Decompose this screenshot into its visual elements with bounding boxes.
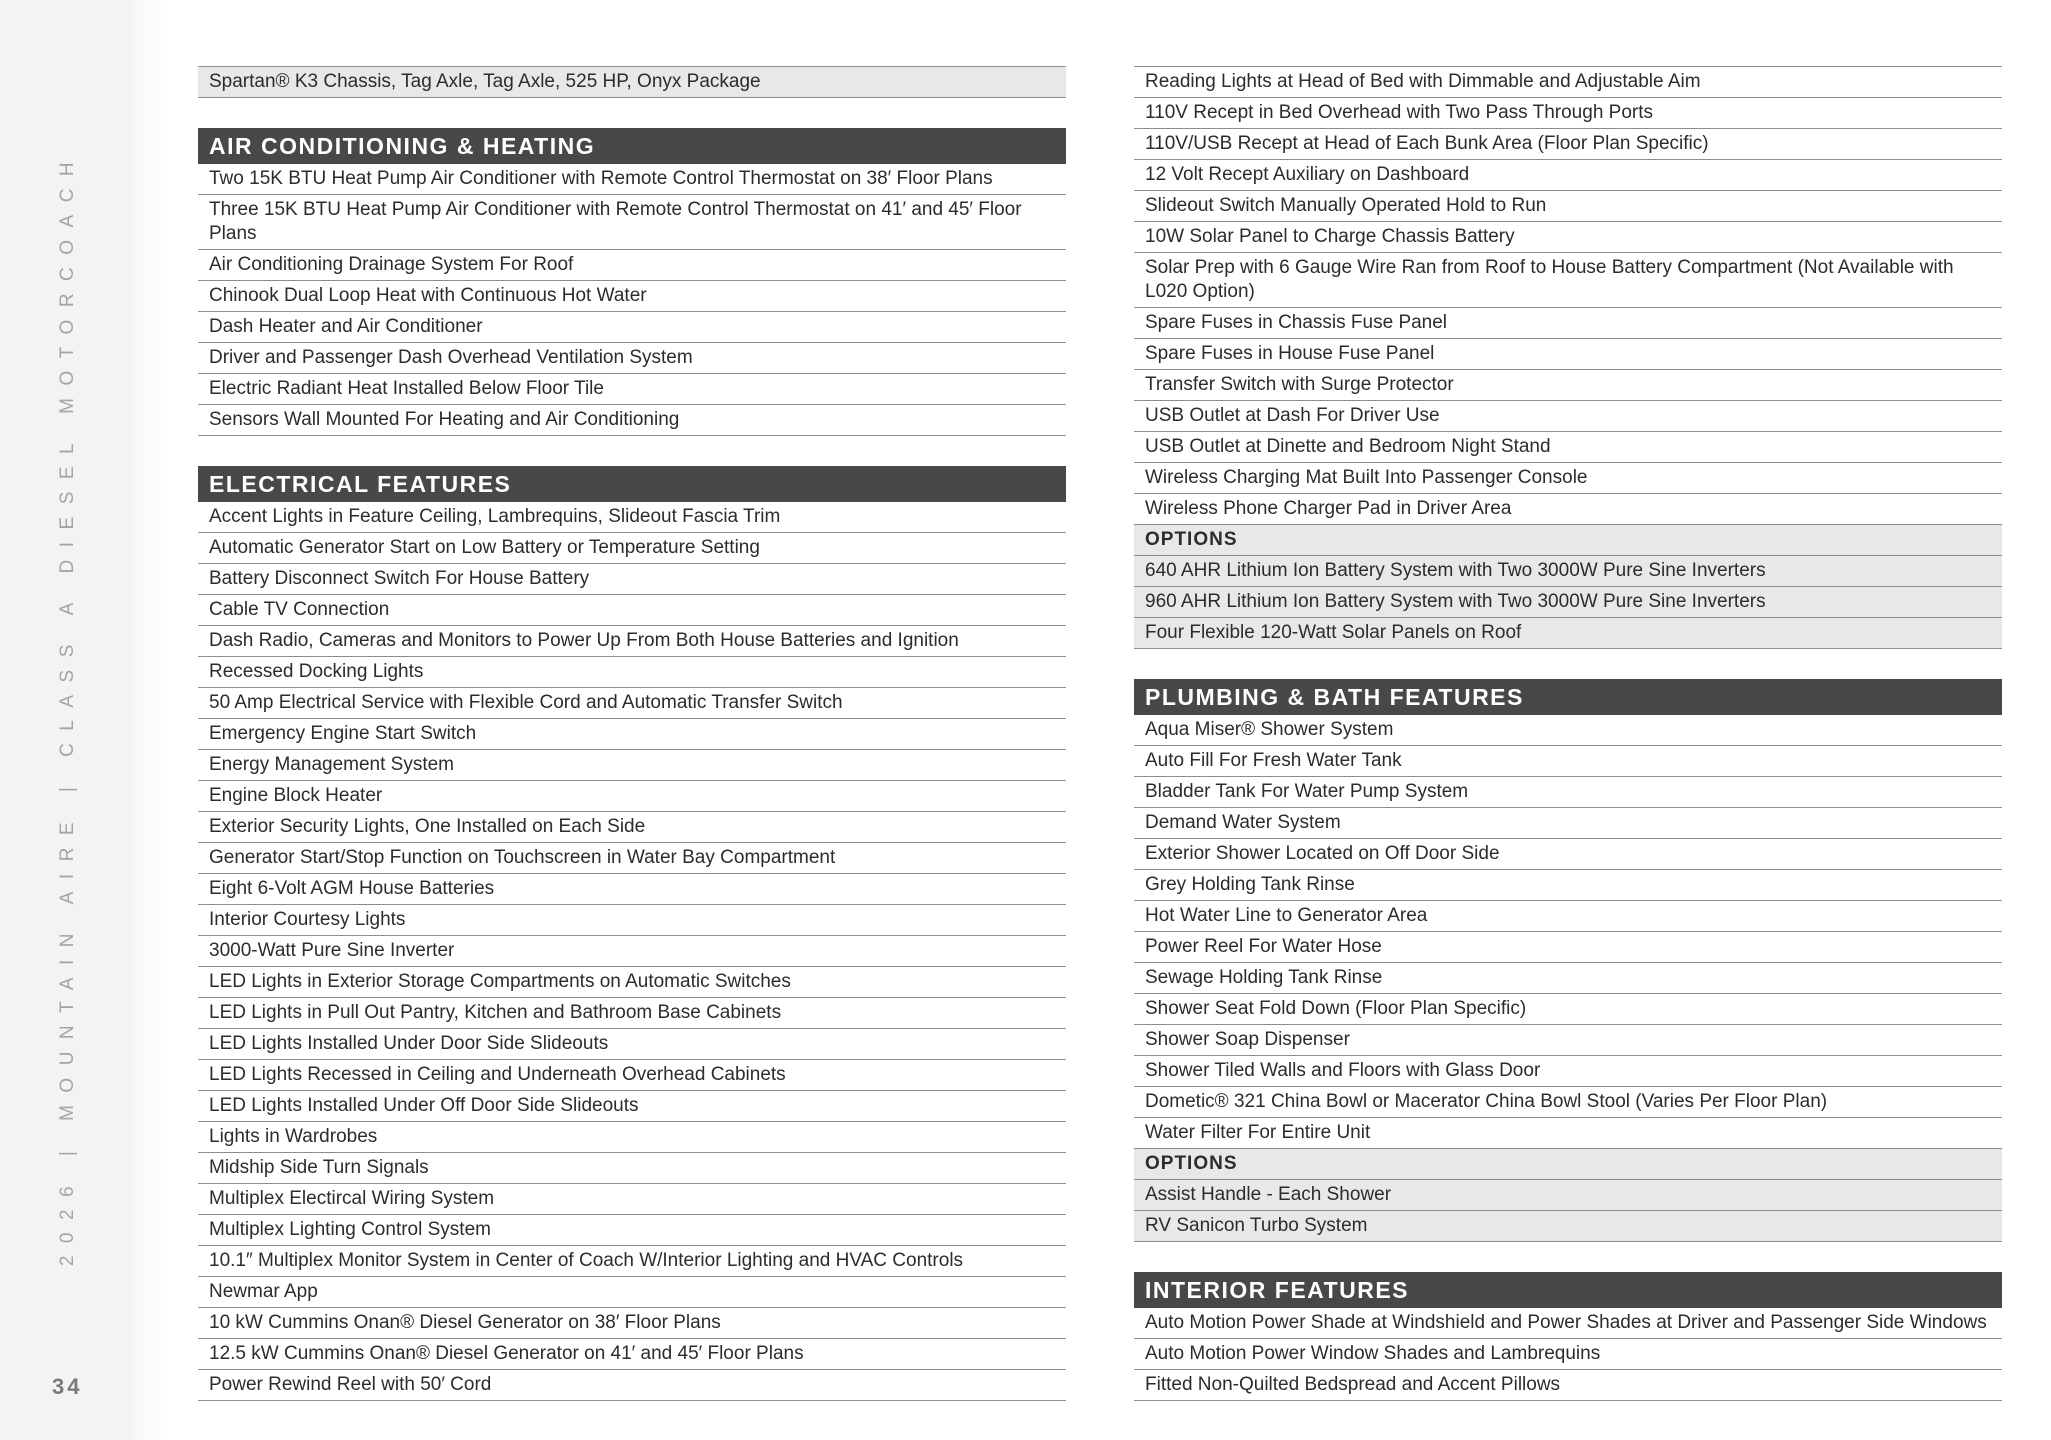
chassis-row: Spartan® K3 Chassis, Tag Axle, Tag Axle, 525 HP, Onyx Package	[198, 66, 1066, 98]
feature-row: Sensors Wall Mounted For Heating and Air Conditioning	[198, 405, 1066, 436]
feature-row: Wireless Charging Mat Built Into Passenger Console	[1134, 463, 2002, 494]
feature-row: Energy Management System	[198, 750, 1066, 781]
feature-row: Demand Water System	[1134, 808, 2002, 839]
feature-row: Accent Lights in Feature Ceiling, Lambrequins, Slideout Fascia Trim	[198, 502, 1066, 533]
feature-row: Three 15K BTU Heat Pump Air Conditioner with Remote Control Thermostat on 41′ and 45′ Floor Plans	[198, 195, 1066, 250]
plumbing-list	[1134, 715, 2002, 1149]
feature-row: Power Reel For Water Hose	[1134, 932, 2002, 963]
feature-row: Two 15K BTU Heat Pump Air Conditioner with Remote Control Thermostat on 38′ Floor Plans	[198, 164, 1066, 195]
feature-row: Dometic® 321 China Bowl or Macerator China Bowl Stool (Varies Per Floor Plan)	[1134, 1087, 2002, 1118]
air-conditioning-list	[198, 164, 1066, 436]
feature-row: 10W Solar Panel to Charge Chassis Battery	[1134, 222, 2002, 253]
feature-row: Interior Courtesy Lights	[198, 905, 1066, 936]
feature-row: 10 kW Cummins Onan® Diesel Generator on 38′ Floor Plans	[198, 1308, 1066, 1339]
feature-row: 10.1″ Multiplex Monitor System in Center of Coach W/Interior Lighting and HVAC Controls	[198, 1246, 1066, 1277]
feature-row: Engine Block Heater	[198, 781, 1066, 812]
feature-row: Solar Prep with 6 Gauge Wire Ran from Roof to House Battery Compartment (Not Available with L020 Option)	[1134, 253, 2002, 308]
spacer	[198, 98, 1066, 128]
feature-row: USB Outlet at Dinette and Bedroom Night Stand	[1134, 432, 2002, 463]
feature-row: LED Lights Installed Under Off Door Side Slideouts	[198, 1091, 1066, 1122]
feature-row: Dash Radio, Cameras and Monitors to Power Up From Both House Batteries and Ignition	[198, 626, 1066, 657]
feature-row: Chinook Dual Loop Heat with Continuous Hot Water	[198, 281, 1066, 312]
sidebar-edge	[132, 0, 168, 1440]
feature-row: Spare Fuses in House Fuse Panel	[1134, 339, 2002, 370]
feature-row: Auto Motion Power Window Shades and Lambrequins	[1134, 1339, 2002, 1370]
option-row: 960 AHR Lithium Ion Battery System with Two 3000W Pure Sine Inverters	[1134, 587, 2002, 618]
electrical-options-label: OPTIONS	[1134, 525, 2002, 556]
feature-row: Aqua Miser® Shower System	[1134, 715, 2002, 746]
spacer	[1134, 1242, 2002, 1272]
feature-row: Wireless Phone Charger Pad in Driver Area	[1134, 494, 2002, 525]
feature-row: Grey Holding Tank Rinse	[1134, 870, 2002, 901]
option-row: 640 AHR Lithium Ion Battery System with Two 3000W Pure Sine Inverters	[1134, 556, 2002, 587]
section-header-air-conditioning: AIR CONDITIONING & HEATING	[198, 128, 1066, 164]
electrical-continued-list	[1134, 66, 2002, 525]
feature-row: LED Lights in Exterior Storage Compartments on Automatic Switches	[198, 967, 1066, 998]
feature-row: Shower Tiled Walls and Floors with Glass Door	[1134, 1056, 2002, 1087]
feature-row: Auto Motion Power Shade at Windshield and Power Shades at Driver and Passenger Side Windows	[1134, 1308, 2002, 1339]
feature-row: 12.5 kW Cummins Onan® Diesel Generator on 41′ and 45′ Floor Plans	[198, 1339, 1066, 1370]
feature-row: Midship Side Turn Signals	[198, 1153, 1066, 1184]
option-row: RV Sanicon Turbo System	[1134, 1211, 2002, 1242]
feature-row: Auto Fill For Fresh Water Tank	[1134, 746, 2002, 777]
feature-row: LED Lights Installed Under Door Side Slideouts	[198, 1029, 1066, 1060]
electrical-options-list	[1134, 556, 2002, 649]
feature-row: Shower Seat Fold Down (Floor Plan Specific)	[1134, 994, 2002, 1025]
feature-row: 50 Amp Electrical Service with Flexible Cord and Automatic Transfer Switch	[198, 688, 1066, 719]
feature-row: Spare Fuses in Chassis Fuse Panel	[1134, 308, 2002, 339]
feature-row: 110V/USB Recept at Head of Each Bunk Area (Floor Plan Specific)	[1134, 129, 2002, 160]
feature-row: Lights in Wardrobes	[198, 1122, 1066, 1153]
vertical-brochure-title: 2026 | MOUNTAIN AIRE | CLASS A DIESEL MOTORCOACH	[57, 149, 78, 1267]
feature-row: 110V Recept in Bed Overhead with Two Pass Through Ports	[1134, 98, 2002, 129]
section-header-plumbing: PLUMBING & BATH FEATURES	[1134, 679, 2002, 715]
electrical-list	[198, 502, 1066, 1401]
option-row: Assist Handle - Each Shower	[1134, 1180, 2002, 1211]
feature-row: 12 Volt Recept Auxiliary on Dashboard	[1134, 160, 2002, 191]
feature-row: Fitted Non-Quilted Bedspread and Accent Pillows	[1134, 1370, 2002, 1401]
feature-row: Shower Soap Dispenser	[1134, 1025, 2002, 1056]
feature-row: Hot Water Line to Generator Area	[1134, 901, 2002, 932]
spacer	[198, 436, 1066, 466]
option-row: Four Flexible 120-Watt Solar Panels on Roof	[1134, 618, 2002, 649]
feature-row: Transfer Switch with Surge Protector	[1134, 370, 2002, 401]
feature-row: Multiplex Lighting Control System	[198, 1215, 1066, 1246]
interior-list	[1134, 1308, 2002, 1401]
feature-row: Dash Heater and Air Conditioner	[198, 312, 1066, 343]
feature-row: Generator Start/Stop Function on Touchscreen in Water Bay Compartment	[198, 843, 1066, 874]
left-column	[198, 66, 1066, 1401]
feature-row: Bladder Tank For Water Pump System	[1134, 777, 2002, 808]
feature-row: Reading Lights at Head of Bed with Dimmable and Adjustable Aim	[1134, 66, 2002, 98]
plumbing-options-label: OPTIONS	[1134, 1149, 2002, 1180]
feature-row: Slideout Switch Manually Operated Hold to Run	[1134, 191, 2002, 222]
feature-row: Cable TV Connection	[198, 595, 1066, 626]
feature-row: USB Outlet at Dash For Driver Use	[1134, 401, 2002, 432]
feature-row: Multiplex Electircal Wiring System	[198, 1184, 1066, 1215]
feature-row: Electric Radiant Heat Installed Below Floor Tile	[198, 374, 1066, 405]
feature-row: Automatic Generator Start on Low Battery or Temperature Setting	[198, 533, 1066, 564]
feature-row: Emergency Engine Start Switch	[198, 719, 1066, 750]
spacer	[1134, 649, 2002, 679]
feature-row: Water Filter For Entire Unit	[1134, 1118, 2002, 1149]
section-header-electrical: ELECTRICAL FEATURES	[198, 466, 1066, 502]
page-number: 34	[52, 1374, 83, 1399]
section-header-interior: INTERIOR FEATURES	[1134, 1272, 2002, 1308]
feature-row: LED Lights in Pull Out Pantry, Kitchen and Bathroom Base Cabinets	[198, 998, 1066, 1029]
feature-row: LED Lights Recessed in Ceiling and Underneath Overhead Cabinets	[198, 1060, 1066, 1091]
feature-row: Exterior Security Lights, One Installed on Each Side	[198, 812, 1066, 843]
feature-row: Power Rewind Reel with 50′ Cord	[198, 1370, 1066, 1401]
feature-row: Exterior Shower Located on Off Door Side	[1134, 839, 2002, 870]
feature-row: Sewage Holding Tank Rinse	[1134, 963, 2002, 994]
feature-row: Newmar App	[198, 1277, 1066, 1308]
feature-row: 3000-Watt Pure Sine Inverter	[198, 936, 1066, 967]
feature-row: Recessed Docking Lights	[198, 657, 1066, 688]
feature-row: Driver and Passenger Dash Overhead Ventilation System	[198, 343, 1066, 374]
feature-row: Battery Disconnect Switch For House Battery	[198, 564, 1066, 595]
feature-row: Air Conditioning Drainage System For Roof	[198, 250, 1066, 281]
right-column	[1134, 66, 2002, 1401]
plumbing-options-list	[1134, 1180, 2002, 1242]
feature-row: Eight 6-Volt AGM House Batteries	[198, 874, 1066, 905]
